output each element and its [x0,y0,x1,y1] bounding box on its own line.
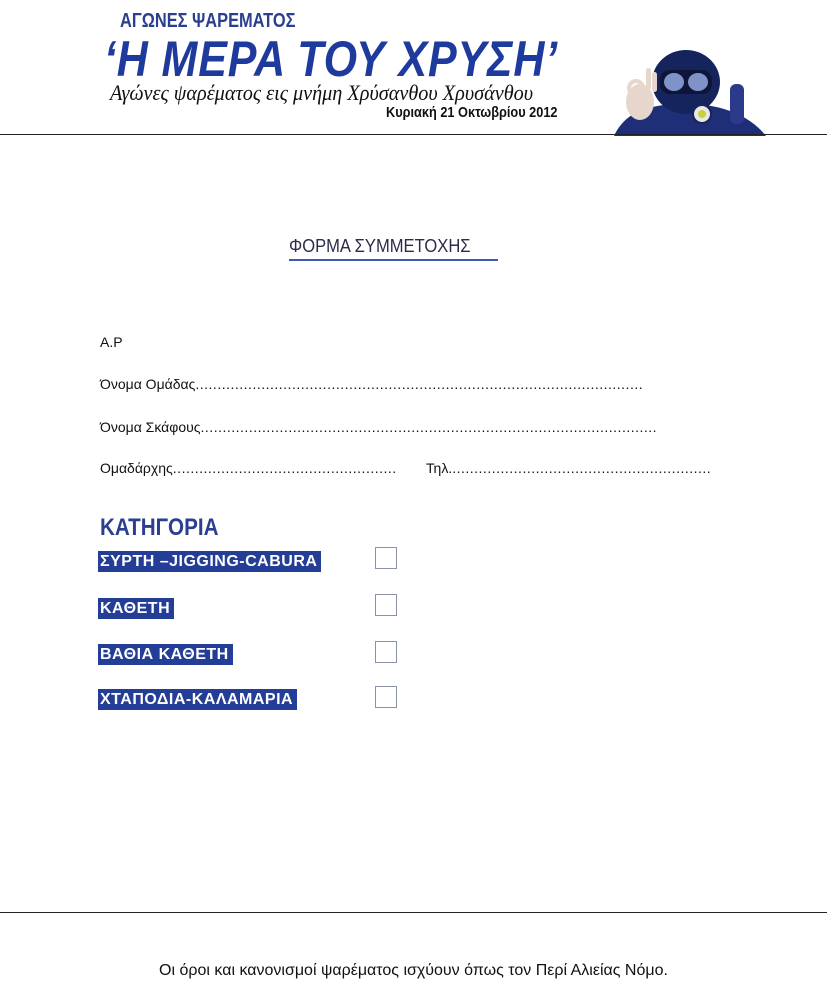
field-captain[interactable] [100,460,405,476]
category-checkbox-chtapodia[interactable] [375,686,397,708]
field-ap-label: Α.Ρ [100,334,123,350]
header-eyebrow: ΑΓΩΝΕΣ ΨΑΡΕΜΑΤΟΣ [120,10,296,32]
field-ap[interactable] [100,334,123,350]
form-title: ΦΟΡΜΑ ΣΥΜΜΕΤΟΧΗΣ [289,236,471,256]
category-heading: ΚΑΤΗΓΟΡΙΑ [100,514,219,541]
field-team-name-label: Όνομα Ομάδας [100,376,196,392]
footer-note: Οι όροι και κανονισμοί ψαρέματος ισχύουν όπως τον Περί Αλιείας Νόμο. [159,962,668,979]
header-title: ‘Η ΜΕΡΑ ΤΟΥ ΧΡΥΣΗ’ [104,31,559,87]
category-checkbox-syrti[interactable] [375,547,397,569]
field-captain-dots: ................................................... [172,460,397,476]
field-phone-dots: ........................................................... [452,460,712,476]
category-checkbox-vathia-katheti[interactable] [375,641,397,663]
category-label-vathia-katheti: ΒΑΘΙΑ ΚΑΘΕΤΗ [98,644,233,665]
footer-divider [0,912,827,913]
category-label-syrti: ΣΥΡΤΗ –JIGGING-CABURA [98,551,321,572]
category-label-katheti: ΚΑΘΕΤΗ [98,598,174,619]
diver-illustration [594,44,770,136]
field-boat-name[interactable] [100,419,707,435]
category-label-chtapodia: ΧΤΑΠΟΔΙΑ-ΚΑΛΑΜΑΡΙΑ [98,689,297,710]
header-divider [0,134,827,135]
field-boat-name-dots: ........................................................................................................ [200,419,658,435]
header-date: Κυριακή 21 Οκτωβρίου 2012 [386,104,558,121]
field-phone[interactable] [426,460,718,476]
field-team-name-dots: ...................................................................................................... [195,376,644,392]
header-subtitle: Αγώνες ψαρέματος εις μνήμη Χρύσανθου Χρυσάνθου [110,80,534,105]
field-boat-name-label: Όνομα Σκάφους [100,419,201,435]
field-phone-label: Τηλ. [426,460,453,476]
form-title-underline [289,259,498,261]
field-captain-label: Ομαδάρχης [100,460,173,476]
field-team-name[interactable] [100,376,703,392]
category-checkbox-katheti[interactable] [375,594,397,616]
